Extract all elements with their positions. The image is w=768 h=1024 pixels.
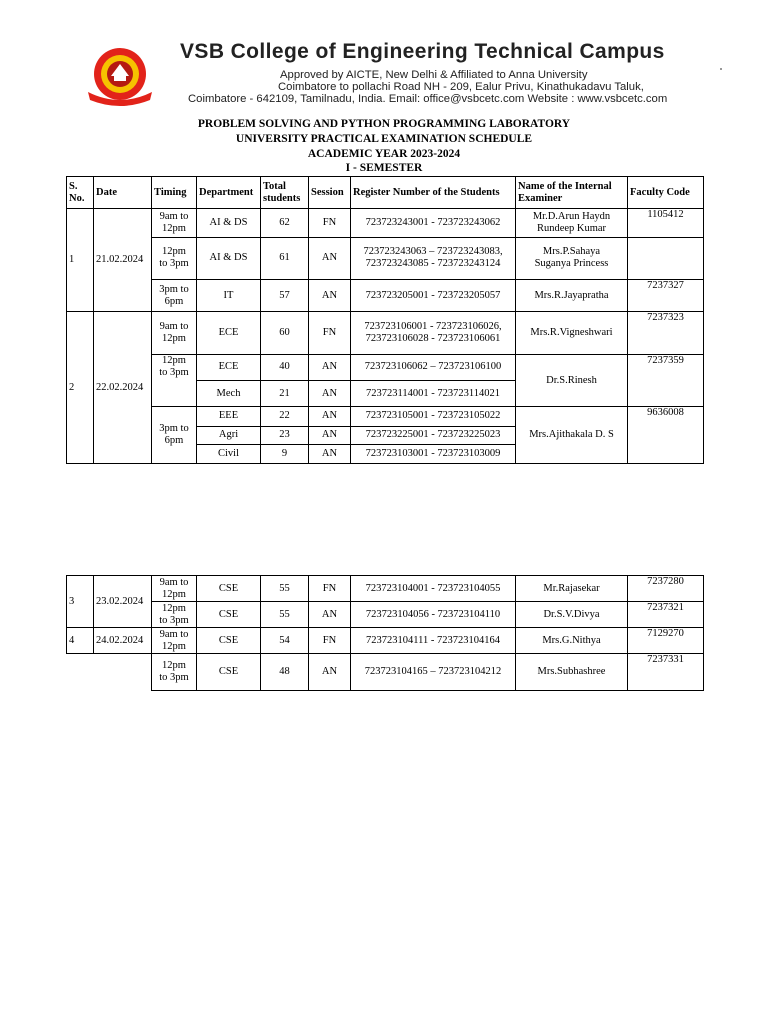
header-sno: S. No.: [67, 177, 94, 209]
table-row: [67, 237, 704, 279]
date-cell: 23.02.2024: [94, 576, 152, 628]
total-cell: 21: [261, 381, 309, 407]
examiner-cell: Mrs.R.Vigneshwari: [516, 312, 628, 354]
decorative-dot: [720, 68, 722, 70]
lab-title: PROBLEM SOLVING AND PYTHON PROGRAMMING LABORATORY: [197, 118, 571, 130]
department-cell: Civil: [197, 444, 261, 463]
register-cell: 723723104001 - 723723104055: [351, 576, 516, 602]
timing-cell: 12pm to 3pm: [152, 654, 197, 691]
timing-cell: 9am to 12pm: [152, 628, 197, 654]
academic-year: ACADEMIC YEAR 2023-2024: [307, 148, 461, 160]
table-header-row: [67, 177, 704, 209]
header-faculty-code: Faculty Code: [628, 177, 704, 209]
department-cell: EEE: [197, 407, 261, 426]
faculty-code-cell: 7237327: [628, 280, 704, 312]
total-cell: 23: [261, 426, 309, 444]
date-cell: [94, 654, 152, 691]
schedule-table: [66, 176, 704, 464]
timing-cell: 12pm to 3pm: [152, 237, 197, 279]
faculty-code-cell: 9636008: [628, 407, 704, 464]
table-row: [67, 654, 704, 691]
sno-cell: 1: [67, 209, 94, 312]
total-cell: 40: [261, 354, 309, 380]
timing-cell: 12pm to 3pm: [152, 602, 197, 628]
date-cell: 21.02.2024: [94, 209, 152, 312]
examiner-cell: Mrs.Ajithakala D. S: [516, 407, 628, 464]
table-row: [67, 280, 704, 312]
department-cell: CSE: [197, 628, 261, 654]
session-cell: AN: [309, 407, 351, 426]
department-cell: Agri: [197, 426, 261, 444]
college-name: VSB College of Engineering Technical Campus: [180, 40, 665, 63]
session-cell: FN: [309, 209, 351, 237]
session-cell: FN: [309, 576, 351, 602]
examiner-cell: Dr.S.Rinesh: [516, 354, 628, 407]
timing-cell: 9am to 12pm: [152, 312, 197, 354]
faculty-code-cell: [628, 237, 704, 279]
timing-cell: 3pm to 6pm: [152, 407, 197, 464]
faculty-code-cell: 1105412: [628, 209, 704, 237]
header-department: Department: [197, 177, 261, 209]
department-cell: AI & DS: [197, 209, 261, 237]
session-cell: AN: [309, 354, 351, 380]
register-cell: 723723205001 - 723723205057: [351, 280, 516, 312]
table-row: [67, 354, 704, 380]
table-row: [67, 602, 704, 628]
header-total: Total students: [261, 177, 309, 209]
department-cell: IT: [197, 280, 261, 312]
total-cell: 60: [261, 312, 309, 354]
session-cell: FN: [309, 628, 351, 654]
address-line-3: Coimbatore - 642109, Tamilnadu, India. Email: office@vsbcetc.com Website : www.vsbcetc.com: [188, 93, 668, 105]
total-cell: 62: [261, 209, 309, 237]
total-cell: 22: [261, 407, 309, 426]
schedule-title: UNIVERSITY PRACTICAL EXAMINATION SCHEDULE: [235, 133, 533, 145]
table-row: [67, 576, 704, 602]
table-row: [67, 407, 704, 426]
sno-cell: 4: [67, 628, 94, 654]
schedule-table-continued: [66, 575, 704, 691]
date-cell: 22.02.2024: [94, 312, 152, 464]
header-register: Register Number of the Students: [351, 177, 516, 209]
timing-cell: 9am to 12pm: [152, 209, 197, 237]
total-cell: 55: [261, 576, 309, 602]
session-cell: FN: [309, 312, 351, 354]
total-cell: 57: [261, 280, 309, 312]
total-cell: 61: [261, 237, 309, 279]
session-cell: AN: [309, 237, 351, 279]
sno-cell: [67, 654, 94, 691]
register-cell: 723723104056 - 723723104110: [351, 602, 516, 628]
sno-cell: 3: [67, 576, 94, 628]
examiner-cell: Dr.S.V.Divya: [516, 602, 628, 628]
session-cell: AN: [309, 444, 351, 463]
table-row: [67, 209, 704, 237]
register-cell: 723723104111 - 723723104164: [351, 628, 516, 654]
address-line-2: Coimbatore to pollachi Road NH - 209, Ealur Privu, Kinathukadavu Taluk,: [278, 81, 644, 93]
session-cell: AN: [309, 381, 351, 407]
examiner-cell: Mrs.G.Nithya: [516, 628, 628, 654]
timing-cell: 3pm to 6pm: [152, 280, 197, 312]
department-cell: CSE: [197, 654, 261, 691]
examiner-cell: Mr.D.Arun Haydn Rundeep Kumar: [516, 209, 628, 237]
total-cell: 48: [261, 654, 309, 691]
session-cell: AN: [309, 426, 351, 444]
sno-cell: 2: [67, 312, 94, 464]
faculty-code-cell: 7237331: [628, 654, 704, 691]
department-cell: AI & DS: [197, 237, 261, 279]
department-cell: CSE: [197, 576, 261, 602]
session-cell: AN: [309, 654, 351, 691]
timing-cell: 12pm to 3pm: [152, 354, 197, 407]
examiner-cell: Mrs.R.Jayapratha: [516, 280, 628, 312]
date-cell: 24.02.2024: [94, 628, 152, 654]
total-cell: 55: [261, 602, 309, 628]
session-cell: AN: [309, 602, 351, 628]
register-cell: 723723104165 – 723723104212: [351, 654, 516, 691]
register-cell: 723723103001 - 723723103009: [351, 444, 516, 463]
register-cell: 723723114001 - 723723114021: [351, 381, 516, 407]
session-cell: AN: [309, 280, 351, 312]
timing-cell: 9am to 12pm: [152, 576, 197, 602]
register-cell: 723723106062 – 723723106100: [351, 354, 516, 380]
examiner-cell: Mrs.Subhashree: [516, 654, 628, 691]
total-cell: 54: [261, 628, 309, 654]
faculty-code-cell: 7237359: [628, 354, 704, 407]
address-line-1: Approved by AICTE, New Delhi & Affiliated to Anna University: [280, 69, 588, 81]
header-session: Session: [309, 177, 351, 209]
total-cell: 9: [261, 444, 309, 463]
department-cell: ECE: [197, 354, 261, 380]
department-cell: CSE: [197, 602, 261, 628]
faculty-code-cell: 7129270: [628, 628, 704, 654]
register-cell: 723723106001 - 723723106026, 723723106028 - 723723106061: [351, 312, 516, 354]
faculty-code-cell: 7237323: [628, 312, 704, 354]
examiner-cell: Mrs.P.Sahaya Suganya Princess: [516, 237, 628, 279]
faculty-code-cell: 7237280: [628, 576, 704, 602]
register-cell: 723723243001 - 723723243062: [351, 209, 516, 237]
department-cell: Mech: [197, 381, 261, 407]
register-cell: 723723243063 – 723723243083, 723723243085 - 723723243124: [351, 237, 516, 279]
table-row: [67, 312, 704, 354]
faculty-code-cell: 7237321: [628, 602, 704, 628]
department-cell: ECE: [197, 312, 261, 354]
semester: I - SEMESTER: [345, 162, 423, 174]
register-cell: 723723225001 - 723723225023: [351, 426, 516, 444]
header-examiner: Name of the Internal Examiner: [516, 177, 628, 209]
header-date: Date: [94, 177, 152, 209]
examiner-cell: Mr.Rajasekar: [516, 576, 628, 602]
college-emblem-icon: [80, 46, 162, 106]
table-row: [67, 628, 704, 654]
header-timing: Timing: [152, 177, 197, 209]
register-cell: 723723105001 - 723723105022: [351, 407, 516, 426]
